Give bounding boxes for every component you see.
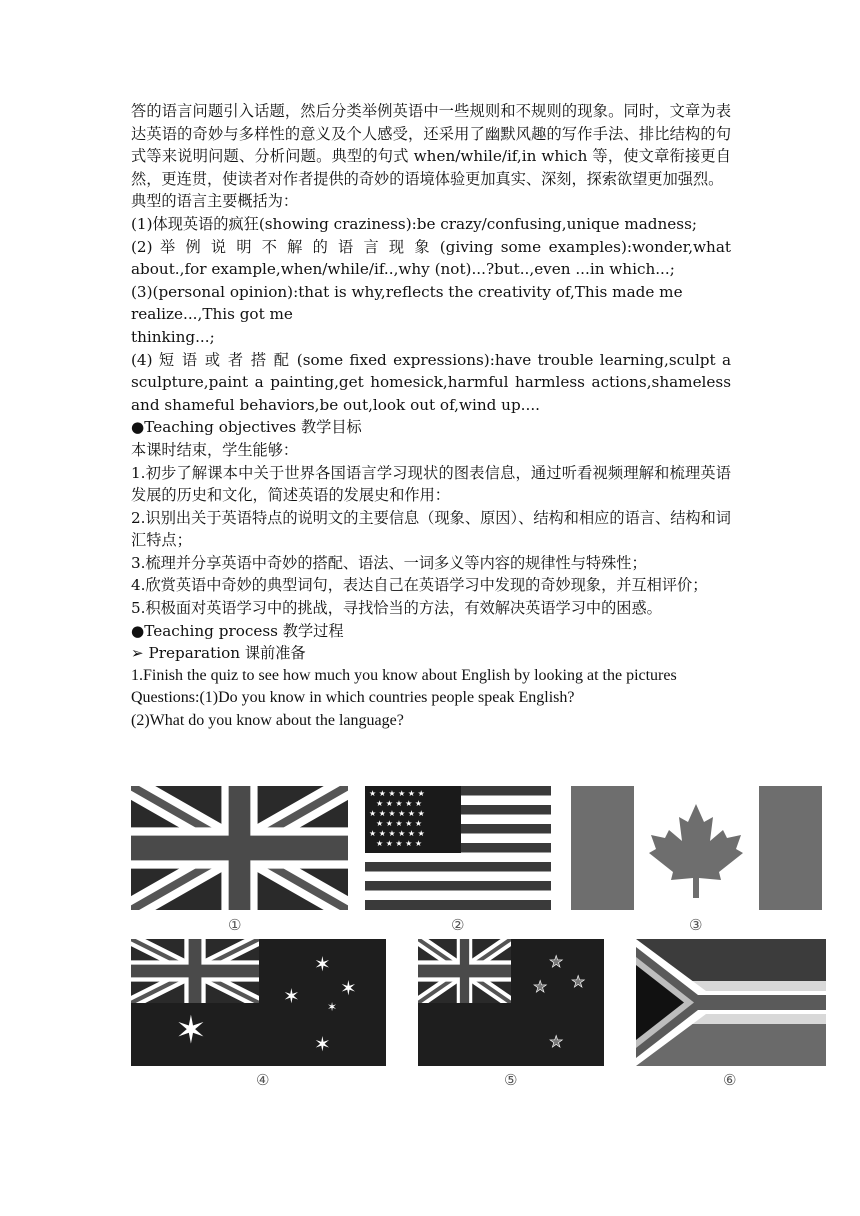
body-text <box>131 100 731 733</box>
paragraph-item-3-cont: thinking...; <box>131 327 215 346</box>
svg-text:★: ★ <box>549 952 564 971</box>
svg-text:✶: ✶ <box>175 1008 207 1052</box>
objective-4: 4.欣赏英语中奇妙的典型词句，表达自己在英语学习中发现的奇妙现象，并互相评价； <box>131 576 708 595</box>
objective-5: 5.积极面对英语学习中的挑战，寻找恰当的方法，有效解决英语学习中的困惑。 <box>131 599 662 618</box>
svg-text:★ ★ ★ ★ ★ ★: ★ ★ ★ ★ ★ ★ <box>369 789 425 798</box>
paragraph-summary: 答的语言问题引入话题，然后分类举例英语中一些规则和不规则的现象。同时，文章为表达英语的奇妙与多样性的意义及个人感受，还采用了幽默风趣的写作手法、排比结构的句式等来说明问题、分析问题。典型的句式 when/while/if,in which 等，使文章衔接更自然，更连贯，使读者对作者提供的奇妙的语境体验更加真实、深刻，探索欲望更加强烈。 <box>131 102 731 188</box>
objective-3: 3.梳理并分享英语中奇妙的搭配、语法、一词多义等内容的规律性与特殊性； <box>131 553 647 572</box>
flag-label-4: ④ <box>256 1071 270 1089</box>
paragraph-item-2: (2) 举 例 说 明 不 解 的 语 言 现 象 (giving some examples):wonder,what about.,for example,when/while/if..,why (not)...?but..,even ...in which...; <box>131 237 731 279</box>
svg-text:★: ★ <box>533 977 548 996</box>
flag-label-5: ⑤ <box>504 1071 518 1089</box>
svg-text:★ ★ ★ ★ ★ ★: ★ ★ ★ ★ ★ ★ <box>369 809 425 818</box>
australia-flag-icon <box>131 939 386 1066</box>
flag-label-1: ① <box>228 916 242 934</box>
svg-text:★ ★ ★ ★ ★: ★ ★ ★ ★ ★ <box>376 819 423 828</box>
paragraph-language-intro: 典型的语言主要概括为： <box>131 192 299 211</box>
paragraph-item-3: (3)(personal opinion):that is why,reflects the creativity of,This made me realize...,This got me <box>131 282 683 324</box>
task-1: 1.Finish the quiz to see how much you know about English by looking at the pictures <box>131 666 677 684</box>
flag-label-6: ⑥ <box>723 1071 737 1089</box>
heading-process: ●Teaching process 教学过程 <box>131 621 344 640</box>
objective-1: 1.初步了解课本中关于世界各国语言学习现状的图表信息，通过听看视频理解和梳理英语发展的历史和文化，简述英语的发展史和作用： <box>131 463 731 505</box>
paragraph-objectives-intro: 本课时结束，学生能够： <box>131 440 299 459</box>
svg-text:★: ★ <box>571 972 586 991</box>
us-flag-icon <box>365 786 551 910</box>
flag-label-2: ② <box>451 916 465 934</box>
question-2: (2)What do you know about the language? <box>131 712 404 730</box>
flag-label-3: ③ <box>689 916 703 934</box>
canada-flag-icon <box>571 786 822 910</box>
uk-flag-icon <box>131 786 348 910</box>
svg-text:✶: ✶ <box>314 1032 331 1056</box>
svg-text:✶: ✶ <box>314 952 331 976</box>
heading-preparation: ➢ Preparation 课前准备 <box>131 644 306 663</box>
heading-objectives: ●Teaching objectives 教学目标 <box>131 418 362 437</box>
svg-text:★ ★ ★ ★ ★: ★ ★ ★ ★ ★ <box>376 839 423 848</box>
paragraph-item-4: (4) 短 语 或 者 搭 配 (some fixed expressions):have trouble learning,sculpt a sculpture,paint a painting,get homesick,harmful harmless actions,shameless and shameful behaviors,be out,look out of,wind up.... <box>131 350 731 414</box>
paragraph-item-1: (1)体现英语的疯狂(showing craziness):be crazy/confusing,unique madness; <box>131 214 698 233</box>
svg-text:✶: ✶ <box>327 1000 338 1014</box>
svg-text:✶: ✶ <box>340 976 357 1000</box>
svg-text:★ ★ ★ ★ ★: ★ ★ ★ ★ ★ <box>376 799 423 808</box>
new-zealand-flag-icon <box>418 939 604 1066</box>
svg-text:★ ★ ★ ★ ★ ★: ★ ★ ★ ★ ★ ★ <box>369 829 425 838</box>
south-africa-flag-icon <box>636 939 826 1066</box>
svg-text:★: ★ <box>549 1032 564 1051</box>
svg-text:✶: ✶ <box>283 984 300 1008</box>
question-1: Questions:(1)Do you know in which countries people speak English? <box>131 689 575 707</box>
objective-2: 2.识别出关于英语特点的说明文的主要信息（现象、原因）、结构和相应的语言、结构和词汇特点； <box>131 508 731 550</box>
